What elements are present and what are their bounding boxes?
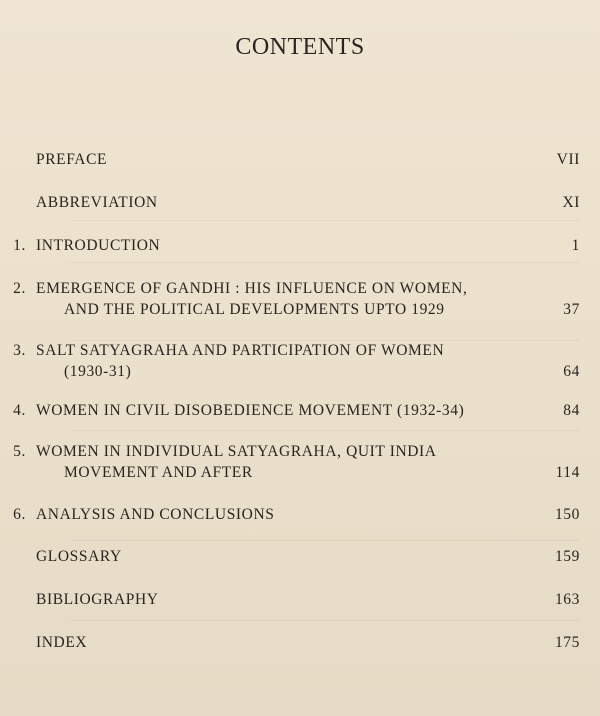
show-through-line (70, 430, 580, 431)
toc-entry-page: 114 (555, 464, 580, 481)
toc-entry-title: EMERGENCE OF GANDHI : HIS INFLUENCE ON WOMEN, (36, 280, 468, 297)
toc-entry-page: VII (556, 151, 580, 168)
show-through-line (70, 262, 580, 263)
toc-entry-page: 150 (554, 506, 580, 523)
toc-entry-page: 84 (563, 402, 580, 419)
toc-entry-page: XI (562, 194, 580, 211)
toc-entry-number: 5. (13, 443, 26, 460)
toc-entry-title: PREFACE (36, 151, 108, 168)
toc-entry-number: 4. (13, 402, 26, 419)
show-through-line (70, 220, 580, 221)
toc-entry-title: ANALYSIS AND CONCLUSIONS (36, 506, 275, 523)
toc-entry-title-continued: (1930-31) (64, 363, 132, 380)
show-through-line (70, 540, 580, 541)
toc-entry-page: 159 (554, 548, 580, 565)
toc-entry-title-continued: MOVEMENT AND AFTER (64, 464, 253, 481)
toc-entry-title: BIBLIOGRAPHY (36, 591, 159, 608)
toc-entry-page: 64 (563, 363, 580, 380)
toc-entry-title: WOMEN IN CIVIL DISOBEDIENCE MOVEMENT (1932-34) (36, 402, 465, 419)
toc-entry-page: 37 (563, 301, 580, 318)
toc-entry-title: INDEX (36, 634, 88, 651)
toc-entry-page: 175 (554, 634, 580, 651)
toc-entry-page: 163 (554, 591, 580, 608)
toc-entry-number: 6. (13, 506, 26, 523)
toc-entry-title: GLOSSARY (36, 548, 122, 565)
show-through-line (70, 340, 580, 341)
toc-entry-title: ABBREVIATION (36, 194, 158, 211)
toc-entry-number: 2. (13, 280, 26, 297)
toc-entry-number: 3. (13, 342, 26, 359)
toc-entry-number: 1. (13, 237, 26, 254)
page-title: CONTENTS (235, 34, 365, 60)
show-through-line (70, 620, 580, 621)
toc-entry-page: 1 (571, 237, 580, 254)
toc-entry-title: INTRODUCTION (36, 237, 161, 254)
toc-entry-title: WOMEN IN INDIVIDUAL SATYAGRAHA, QUIT INDIA (36, 443, 437, 460)
toc-entry-title-continued: AND THE POLITICAL DEVELOPMENTS UPTO 1929 (64, 301, 445, 318)
toc-entry-title: SALT SATYAGRAHA AND PARTICIPATION OF WOMEN (36, 342, 445, 359)
